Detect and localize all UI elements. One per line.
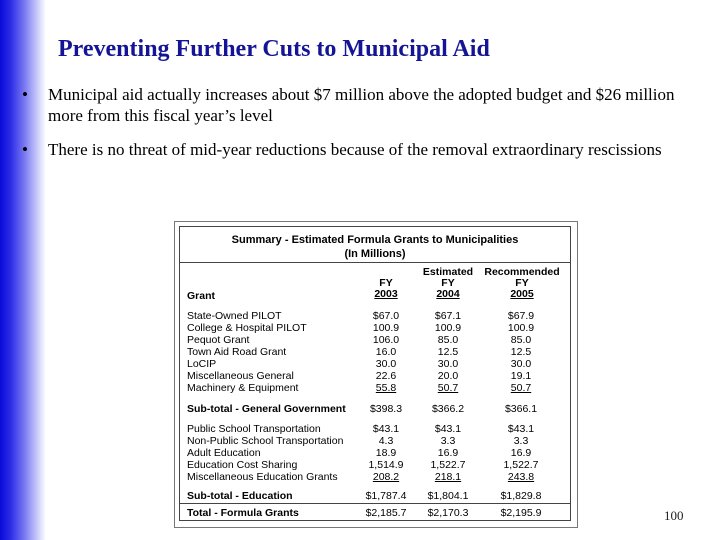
value-fy2005: 3.3 bbox=[513, 435, 529, 447]
table-row bbox=[180, 459, 570, 471]
table-row bbox=[180, 334, 570, 346]
grant-name: Adult Education bbox=[187, 447, 261, 459]
value-fy2003: 18.9 bbox=[375, 447, 397, 459]
value-fy2003: 16.0 bbox=[375, 346, 397, 358]
grant-name: Education Cost Sharing bbox=[187, 459, 298, 471]
table-row bbox=[180, 423, 570, 435]
header-line: 2003 bbox=[374, 288, 398, 300]
table-subtitle: (In Millions) bbox=[344, 248, 406, 260]
value-fy2005: 85.0 bbox=[510, 334, 532, 346]
header-line: FY bbox=[515, 277, 529, 289]
grant-name: Machinery & Equipment bbox=[187, 382, 299, 394]
value-fy2005: $43.1 bbox=[507, 423, 535, 435]
table-row bbox=[180, 370, 570, 382]
value-fy2003: 1,514.9 bbox=[368, 459, 404, 471]
grant-name: Town Aid Road Grant bbox=[187, 346, 287, 358]
value-fy2005: 50.7 bbox=[510, 382, 532, 394]
grant-name: College & Hospital PILOT bbox=[187, 322, 307, 334]
value-fy2003: 30.0 bbox=[375, 358, 397, 370]
value-fy2003: 208.2 bbox=[372, 471, 400, 483]
value-fy2004: 85.0 bbox=[437, 334, 459, 346]
bullet-marker: • bbox=[22, 140, 28, 159]
header-line: Recommended bbox=[484, 266, 560, 278]
value-fy2005: $67.9 bbox=[507, 310, 535, 322]
total-fy2004: $2,170.3 bbox=[427, 507, 469, 519]
header-line: 2005 bbox=[510, 288, 534, 300]
grant-name: Non-Public School Transportation bbox=[187, 435, 344, 447]
total-fy2005: $2,195.9 bbox=[500, 507, 542, 519]
table-title: Summary - Estimated Formula Grants to Municipalities bbox=[231, 234, 519, 246]
total-row bbox=[180, 507, 570, 519]
value-fy2003: 22.6 bbox=[375, 370, 397, 382]
table-row bbox=[180, 310, 570, 322]
value-fy2004: 16.9 bbox=[437, 447, 459, 459]
value-fy2003: 55.8 bbox=[375, 382, 397, 394]
subtotal-label: Sub-total - General Government bbox=[187, 403, 346, 415]
left-gradient-bar bbox=[0, 0, 46, 540]
table-divider bbox=[180, 262, 570, 263]
slide-title: Preventing Further Cuts to Municipal Aid bbox=[58, 36, 490, 62]
summary-table-image bbox=[174, 221, 578, 528]
header-line: Estimated bbox=[422, 266, 474, 278]
table-row bbox=[180, 322, 570, 334]
subtotal-fy2004: $1,804.1 bbox=[427, 490, 469, 502]
grant-name: State-Owned PILOT bbox=[187, 310, 282, 322]
bullet-text: Municipal aid actually increases about $7 million above the adopted budget and $26 million more from this fiscal year’s level bbox=[48, 85, 675, 125]
value-fy2004: 100.9 bbox=[434, 322, 462, 334]
grant-name: Public School Transportation bbox=[187, 423, 321, 435]
subtotal-fy2005: $366.1 bbox=[504, 403, 538, 415]
summary-table bbox=[179, 226, 571, 521]
value-fy2003: 4.3 bbox=[378, 435, 394, 447]
value-fy2004: 20.0 bbox=[437, 370, 459, 382]
total-label: Total - Formula Grants bbox=[187, 507, 299, 519]
grant-name: Miscellaneous General bbox=[187, 370, 294, 382]
value-fy2005: 100.9 bbox=[507, 322, 535, 334]
page-number: 100 bbox=[664, 508, 684, 523]
value-fy2003: 106.0 bbox=[372, 334, 400, 346]
value-fy2003: $67.0 bbox=[372, 310, 400, 322]
table-row bbox=[180, 447, 570, 459]
value-fy2005: 1,522.7 bbox=[503, 459, 539, 471]
value-fy2005: 243.8 bbox=[507, 471, 535, 483]
subtotal-fy2003: $1,787.4 bbox=[365, 490, 407, 502]
subtotal-fy2004: $366.2 bbox=[431, 403, 465, 415]
value-fy2003: $43.1 bbox=[372, 423, 400, 435]
value-fy2005: 12.5 bbox=[510, 346, 532, 358]
subtotal-row bbox=[180, 490, 570, 502]
value-fy2004: $67.1 bbox=[434, 310, 462, 322]
value-fy2003: 100.9 bbox=[372, 322, 400, 334]
value-fy2005: 16.9 bbox=[510, 447, 532, 459]
subtotal-label: Sub-total - Education bbox=[187, 490, 293, 502]
table-row bbox=[180, 382, 570, 394]
value-fy2005: 30.0 bbox=[510, 358, 532, 370]
subtotal-row bbox=[180, 403, 570, 415]
table-row bbox=[180, 358, 570, 370]
table-row bbox=[180, 435, 570, 447]
header-line: FY bbox=[379, 277, 393, 289]
bullet-marker: • bbox=[22, 85, 28, 104]
value-fy2005: 19.1 bbox=[510, 370, 532, 382]
value-fy2004: 218.1 bbox=[434, 471, 462, 483]
col-header-grant: Grant bbox=[187, 290, 216, 302]
subtotal-fy2005: $1,829.8 bbox=[500, 490, 542, 502]
table-row bbox=[180, 346, 570, 358]
value-fy2004: 50.7 bbox=[437, 382, 459, 394]
value-fy2004: 30.0 bbox=[437, 358, 459, 370]
header-line: 2004 bbox=[436, 288, 460, 300]
grant-name: LoCIP bbox=[187, 358, 217, 370]
grant-name: Miscellaneous Education Grants bbox=[187, 471, 338, 483]
subtotal-fy2003: $398.3 bbox=[369, 403, 403, 415]
table-divider bbox=[180, 503, 570, 504]
bullet-text: There is no threat of mid-year reductions because of the removal extraordinary rescissions bbox=[48, 140, 662, 159]
header-line: FY bbox=[441, 277, 455, 289]
value-fy2004: 12.5 bbox=[437, 346, 459, 358]
value-fy2004: 3.3 bbox=[440, 435, 456, 447]
total-fy2003: $2,185.7 bbox=[365, 507, 407, 519]
grant-header-row bbox=[180, 290, 570, 302]
table-row bbox=[180, 471, 570, 483]
grant-name: Pequot Grant bbox=[187, 334, 250, 346]
value-fy2004: $43.1 bbox=[434, 423, 462, 435]
value-fy2004: 1,522.7 bbox=[430, 459, 466, 471]
